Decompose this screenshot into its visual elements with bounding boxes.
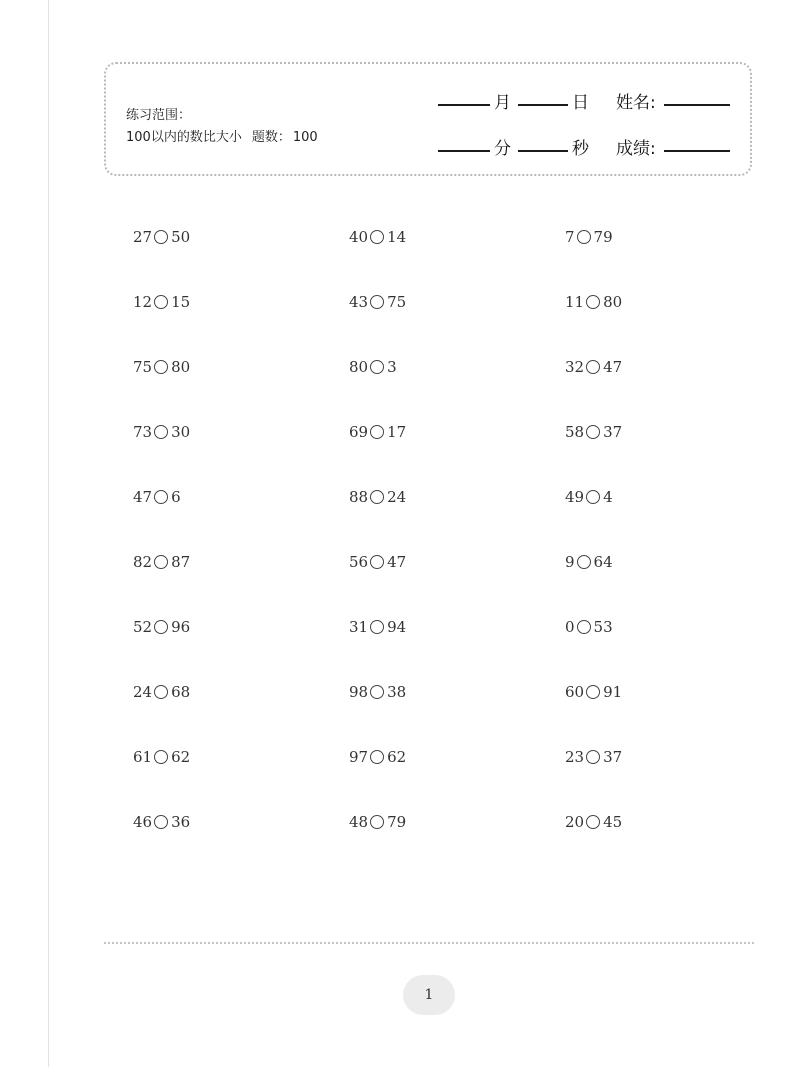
left-number: 82: [133, 553, 153, 571]
right-number: 53: [593, 618, 613, 636]
month-blank[interactable]: [438, 104, 490, 106]
answer-circle[interactable]: [154, 490, 168, 504]
comparison-problem: [133, 488, 181, 506]
score-blank[interactable]: [664, 150, 730, 152]
answer-circle[interactable]: [586, 815, 600, 829]
right-number: 62: [387, 748, 407, 766]
answer-circle[interactable]: [154, 620, 168, 634]
count-value: 100: [292, 130, 318, 145]
right-number: 87: [171, 553, 191, 571]
comparison-problem: [565, 683, 622, 701]
comparison-problem: [133, 423, 190, 441]
left-number: 61: [133, 748, 153, 766]
comparison-problem: [349, 423, 406, 441]
comparison-problem: [565, 618, 613, 636]
left-number: 32: [565, 358, 585, 376]
minute-blank[interactable]: [438, 150, 490, 152]
left-number: 11: [565, 293, 585, 311]
answer-circle[interactable]: [370, 425, 384, 439]
right-number: 96: [171, 618, 191, 636]
range-description: [126, 126, 318, 145]
comparison-problem: [349, 618, 406, 636]
comparison-problem: [133, 683, 190, 701]
right-number: 47: [603, 358, 623, 376]
name-label: 姓名:: [616, 93, 656, 113]
right-number: 75: [387, 293, 407, 311]
answer-circle[interactable]: [370, 490, 384, 504]
answer-circle[interactable]: [586, 425, 600, 439]
comparison-problem: [565, 358, 622, 376]
second-blank[interactable]: [518, 150, 568, 152]
left-number: 43: [349, 293, 369, 311]
comparison-problem: [133, 618, 190, 636]
name-blank[interactable]: [664, 104, 730, 106]
comparison-problem: [565, 553, 613, 571]
answer-circle[interactable]: [370, 555, 384, 569]
answer-circle[interactable]: [370, 815, 384, 829]
worksheet-header: [104, 62, 752, 176]
right-number: 50: [171, 228, 191, 246]
answer-circle[interactable]: [370, 750, 384, 764]
left-number: 88: [349, 488, 369, 506]
right-number: 91: [603, 683, 623, 701]
answer-circle[interactable]: [370, 230, 384, 244]
right-number: 80: [603, 293, 623, 311]
answer-circle[interactable]: [154, 230, 168, 244]
right-number: 38: [387, 683, 407, 701]
comparison-problem: [349, 813, 406, 831]
right-number: 15: [171, 293, 191, 311]
right-number: 4: [603, 488, 613, 506]
left-number: 9: [565, 553, 575, 571]
answer-circle[interactable]: [370, 685, 384, 699]
month-label: 月: [494, 93, 511, 113]
day-label: 日: [572, 93, 589, 113]
left-number: 20: [565, 813, 585, 831]
right-number: 30: [171, 423, 191, 441]
comparison-problem: [133, 358, 190, 376]
day-blank[interactable]: [518, 104, 568, 106]
answer-circle[interactable]: [154, 360, 168, 374]
left-number: 27: [133, 228, 153, 246]
right-number: 14: [387, 228, 407, 246]
answer-circle[interactable]: [586, 750, 600, 764]
left-number: 12: [133, 293, 153, 311]
comparison-problem: [133, 813, 190, 831]
left-number: 73: [133, 423, 153, 441]
comparison-problem: [565, 423, 622, 441]
left-number: 24: [133, 683, 153, 701]
left-number: 40: [349, 228, 369, 246]
answer-circle[interactable]: [577, 230, 591, 244]
left-number: 75: [133, 358, 153, 376]
left-number: 60: [565, 683, 585, 701]
page-number-badge: [403, 975, 455, 1015]
answer-circle[interactable]: [586, 490, 600, 504]
right-number: 17: [387, 423, 407, 441]
left-number: 7: [565, 228, 575, 246]
answer-circle[interactable]: [370, 620, 384, 634]
left-number: 49: [565, 488, 585, 506]
left-number: 31: [349, 618, 369, 636]
right-number: 62: [171, 748, 191, 766]
right-number: 64: [593, 553, 613, 571]
comparison-problem: [349, 683, 406, 701]
right-number: 47: [387, 553, 407, 571]
answer-circle[interactable]: [577, 555, 591, 569]
comparison-problem: [565, 813, 622, 831]
right-number: 37: [603, 423, 623, 441]
right-number: 79: [593, 228, 613, 246]
left-number: 58: [565, 423, 585, 441]
right-number: 24: [387, 488, 407, 506]
footer-divider: [104, 942, 754, 944]
comparison-problem: [349, 488, 406, 506]
right-number: 80: [171, 358, 191, 376]
comparison-problem: [133, 553, 190, 571]
comparison-problem: [133, 293, 190, 311]
answer-circle[interactable]: [154, 295, 168, 309]
comparison-problem: [133, 228, 190, 246]
comparison-problem: [349, 748, 406, 766]
left-number: 48: [349, 813, 369, 831]
page-margin-line: [48, 0, 49, 1067]
right-number: 45: [603, 813, 623, 831]
comparison-problem: [565, 228, 613, 246]
left-number: 80: [349, 358, 369, 376]
comparison-problem: [565, 293, 622, 311]
comparison-problem: [349, 358, 397, 376]
comparison-problem: [349, 553, 406, 571]
answer-circle[interactable]: [154, 750, 168, 764]
count-label: 题数：: [251, 130, 291, 145]
right-number: 37: [603, 748, 623, 766]
comparison-problem: [565, 748, 622, 766]
comparison-problem: [565, 488, 613, 506]
left-number: 69: [349, 423, 369, 441]
left-number: 52: [133, 618, 153, 636]
minute-label: 分: [494, 139, 511, 159]
comparison-problem: [349, 293, 406, 311]
answer-circle[interactable]: [586, 295, 600, 309]
answer-circle[interactable]: [586, 360, 600, 374]
right-number: 68: [171, 683, 191, 701]
left-number: 0: [565, 618, 575, 636]
answer-circle[interactable]: [154, 555, 168, 569]
left-number: 56: [349, 553, 369, 571]
range-text: 100以内的数比大小: [126, 130, 242, 145]
answer-circle[interactable]: [577, 620, 591, 634]
answer-circle[interactable]: [154, 815, 168, 829]
left-number: 46: [133, 813, 153, 831]
right-number: 94: [387, 618, 407, 636]
answer-circle[interactable]: [154, 685, 168, 699]
right-number: 36: [171, 813, 191, 831]
left-number: 47: [133, 488, 153, 506]
right-number: 6: [171, 488, 181, 506]
range-label: 练习范围：: [126, 108, 192, 123]
comparison-problem: [133, 748, 190, 766]
right-number: 79: [387, 813, 407, 831]
answer-circle[interactable]: [154, 425, 168, 439]
comparison-problem: [349, 228, 406, 246]
answer-circle[interactable]: [586, 685, 600, 699]
right-number: 3: [387, 358, 397, 376]
left-number: 23: [565, 748, 585, 766]
left-number: 98: [349, 683, 369, 701]
page-number: 1: [424, 987, 434, 1003]
score-label: 成绩:: [616, 139, 656, 159]
left-number: 97: [349, 748, 369, 766]
second-label: 秒: [572, 139, 589, 159]
answer-circle[interactable]: [370, 295, 384, 309]
answer-circle[interactable]: [370, 360, 384, 374]
